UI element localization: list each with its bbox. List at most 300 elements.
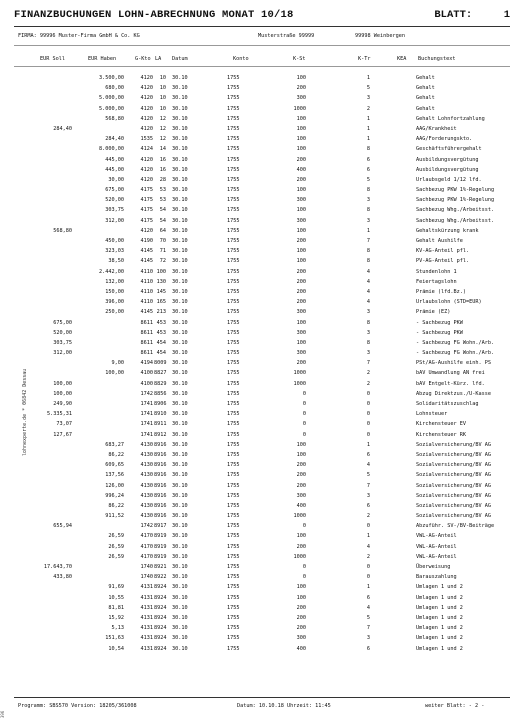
cell-ktr: 7 (366, 482, 370, 489)
cell-gkto: 4120 (140, 85, 153, 92)
table-row (0, 197, 525, 207)
cell-kst: 200 (296, 299, 306, 306)
cell-kst: 300 (296, 197, 306, 204)
cell-gkto: 4120 (140, 227, 153, 234)
cell-la: 8924 (154, 635, 167, 642)
cell-text: Sozialversicherung/BV AG (416, 441, 491, 448)
cell-kst: 0 (302, 564, 306, 570)
cell-text: Gehalt (416, 95, 435, 102)
cell-soll: 100,00 (53, 380, 72, 387)
table-row (0, 340, 525, 350)
table-row (0, 309, 525, 319)
cell-datum: 30.10 (172, 390, 188, 397)
cell-kst: 200 (296, 482, 306, 489)
cell-gkto: 8611 (140, 339, 153, 346)
cell-gkto: 4130 (140, 513, 153, 520)
cell-gkto: 4145 (140, 309, 153, 316)
table-row (0, 238, 525, 248)
column-header-row (0, 56, 525, 64)
cell-haben: 151,63 (105, 635, 124, 642)
cell-text: - Sachbezug PKW (416, 329, 463, 336)
cell-konto: 1755 (227, 248, 240, 255)
cell-gkto: 4120 (140, 166, 153, 173)
cell-la: 8919 (154, 543, 167, 550)
cell-la: 8917 (154, 523, 167, 530)
cell-datum: 30.10 (172, 502, 188, 509)
cell-datum: 30.10 (172, 309, 188, 316)
cell-la: 10 (159, 95, 166, 102)
cell-kst: 200 (296, 625, 306, 632)
cell-kst: 200 (296, 85, 306, 92)
table-row (0, 452, 525, 462)
cell-ktr: 6 (366, 166, 370, 173)
cell-ktr: 2 (366, 370, 370, 377)
cell-text: Gehaltskürzung krank (416, 227, 479, 234)
cell-ktr: 1 (366, 115, 370, 122)
cell-la: 10 (159, 75, 166, 81)
cell-la: 12 (159, 125, 166, 132)
cell-gkto: 4131 (140, 604, 153, 611)
cell-text: Kirchensteuer EV (416, 421, 466, 428)
cell-konto: 1755 (227, 288, 240, 295)
table-row (0, 299, 525, 309)
cell-text: bAV Umwandlung AN frei (416, 370, 485, 377)
report-footer (0, 703, 525, 712)
cell-datum: 30.10 (172, 105, 188, 112)
table-row (0, 85, 525, 95)
cell-kst: 100 (296, 248, 306, 255)
cell-text: Gehalt (416, 75, 435, 81)
cell-la: 8916 (154, 441, 167, 448)
cell-text: Gehalt (416, 105, 435, 112)
cell-gkto: 4130 (140, 502, 153, 509)
table-row (0, 167, 525, 177)
cell-haben: 996,24 (105, 492, 124, 499)
cell-gkto: 4170 (140, 533, 153, 540)
cell-datum: 30.10 (172, 492, 188, 499)
cell-soll: 312,00 (53, 350, 72, 357)
cell-konto: 1755 (227, 584, 240, 591)
cell-datum: 30.10 (172, 543, 188, 550)
cell-haben: 15,92 (108, 614, 124, 621)
cell-haben: 3.500,00 (99, 75, 124, 81)
table-row (0, 75, 525, 85)
cell-haben: 396,00 (105, 299, 124, 306)
col-gkto: G-Kto (135, 56, 151, 62)
cell-konto: 1755 (227, 217, 240, 224)
cell-ktr: 3 (366, 635, 370, 642)
cell-datum: 30.10 (172, 319, 188, 326)
cell-konto: 1755 (227, 390, 240, 397)
cell-la: 8922 (154, 574, 167, 581)
table-row (0, 635, 525, 645)
cell-la: 8924 (154, 645, 167, 652)
cell-kst: 100 (296, 207, 306, 214)
cell-konto: 1755 (227, 411, 240, 418)
cell-ktr: 8 (366, 187, 370, 194)
cell-datum: 30.10 (172, 523, 188, 530)
cell-la: 100 (156, 268, 166, 275)
cell-ktr: 1 (366, 136, 370, 143)
cell-text: Lohnsteuer (416, 411, 448, 418)
cell-text: Geschäftsführergehalt (416, 146, 482, 153)
cell-ktr: 1 (366, 584, 370, 591)
cell-la: 72 (159, 258, 166, 265)
cell-ktr: 3 (366, 492, 370, 499)
cell-kst: 300 (296, 329, 306, 336)
cell-datum: 30.10 (172, 176, 188, 183)
cell-la: 8916 (154, 451, 167, 458)
cell-la: 8919 (154, 553, 167, 560)
cell-text: Sozialversicherung/BV AG (416, 502, 491, 509)
cell-text: Sozialversicherung/BV AG (416, 451, 491, 458)
table-row (0, 442, 525, 452)
table-row (0, 564, 525, 574)
cell-datum: 30.10 (172, 85, 188, 92)
cell-kst: 100 (296, 594, 306, 601)
cell-gkto: 8611 (140, 319, 153, 326)
table-row (0, 646, 525, 656)
cell-konto: 1755 (227, 614, 240, 621)
cell-text: Sachbezug PKW 1%-Regelung (416, 187, 495, 194)
firm-name: FIRMA: 99996 Muster-Firma GmbH & Co. KG (18, 33, 140, 39)
table-row (0, 513, 525, 523)
cell-kst: 0 (302, 401, 306, 407)
cell-kst: 200 (296, 614, 306, 621)
cell-haben: 683,27 (105, 441, 124, 448)
cell-datum: 30.10 (172, 604, 188, 611)
table-row (0, 116, 525, 126)
cell-kst: 300 (296, 309, 306, 316)
table-row (0, 411, 525, 421)
cell-la: 213 (156, 309, 166, 316)
cell-haben: 26,59 (108, 543, 124, 550)
cell-soll: 127,67 (53, 431, 72, 438)
cell-kst: 200 (296, 176, 306, 183)
cell-text: Urlaubsgeld 1/12 lfd. (416, 176, 482, 183)
cell-datum: 30.10 (172, 421, 188, 428)
cell-ktr: 3 (366, 217, 370, 224)
footer-date: Datum: 10.10.18 Uhrzeit: 11:45 (237, 703, 331, 709)
cell-la: 8924 (154, 584, 167, 591)
cell-la: 53 (159, 187, 166, 194)
cell-datum: 30.10 (172, 482, 188, 489)
cell-haben: 150,00 (105, 288, 124, 295)
cell-kst: 200 (296, 278, 306, 285)
cell-la: 8912 (154, 431, 167, 438)
table-row (0, 126, 525, 136)
cell-konto: 1755 (227, 502, 240, 509)
cell-haben: 30,00 (108, 176, 124, 183)
cell-kst: 100 (296, 227, 306, 234)
cell-kst: 200 (296, 238, 306, 244)
cell-konto: 1755 (227, 421, 240, 428)
cell-soll: 433,80 (53, 574, 72, 581)
col-text: Buchungstext (418, 56, 456, 62)
cell-datum: 30.10 (172, 166, 188, 173)
table-row (0, 595, 525, 605)
cell-konto: 1755 (227, 95, 240, 102)
cell-datum: 30.10 (172, 339, 188, 346)
cell-kst: 200 (296, 543, 306, 550)
cell-haben: 100,00 (105, 370, 124, 377)
cell-text: - Sachbezug PKW (416, 319, 463, 326)
cell-la: 8921 (154, 564, 167, 570)
cell-haben: 5,13 (111, 625, 124, 632)
cell-soll: 5.335,31 (47, 411, 72, 418)
cell-gkto: 4120 (140, 176, 153, 183)
cell-text: Sachbezug Whg./Arbeitsst. (416, 217, 495, 224)
cell-datum: 30.10 (172, 462, 188, 469)
cell-datum: 30.10 (172, 217, 188, 224)
cell-ktr: 3 (366, 197, 370, 204)
cell-la: 130 (156, 278, 166, 285)
cell-datum: 30.10 (172, 238, 188, 244)
cell-text: Gehalt Aushilfe (416, 238, 463, 244)
cell-haben: 26,59 (108, 533, 124, 540)
cell-la: 8916 (154, 482, 167, 489)
cell-datum: 30.10 (172, 584, 188, 591)
table-row (0, 554, 525, 564)
cell-datum: 30.10 (172, 645, 188, 652)
cell-la: 8906 (154, 401, 167, 407)
cell-gkto: 4175 (140, 187, 153, 194)
cell-text: VWL-AG-Anteil (416, 543, 457, 550)
cell-gkto: 1741 (140, 411, 153, 418)
footer-divider (14, 697, 510, 698)
cell-haben: 8.000,00 (99, 146, 124, 153)
cell-text: Sozialversicherung/BV AG (416, 492, 491, 499)
cell-kst: 0 (302, 523, 306, 530)
cell-ktr: 4 (366, 299, 370, 306)
cell-kst: 300 (296, 492, 306, 499)
cell-ktr: 0 (366, 390, 370, 397)
cell-haben: 26,59 (108, 553, 124, 560)
cell-konto: 1755 (227, 299, 240, 306)
cell-kst: 400 (296, 166, 306, 173)
cell-ktr: 8 (366, 319, 370, 326)
cell-haben: 2.442,00 (99, 268, 124, 275)
cell-la: 70 (159, 238, 166, 244)
cell-kst: 1000 (293, 370, 306, 377)
table-row (0, 187, 525, 197)
cell-la: 145 (156, 288, 166, 295)
cell-datum: 30.10 (172, 350, 188, 357)
cell-kst: 100 (296, 339, 306, 346)
cell-la: 53 (159, 197, 166, 204)
cell-gkto: 4124 (140, 146, 153, 153)
cell-ktr: 0 (366, 523, 370, 530)
cell-konto: 1755 (227, 309, 240, 316)
cell-gkto: 1741 (140, 431, 153, 438)
cell-konto: 1755 (227, 329, 240, 336)
cell-datum: 30.10 (172, 574, 188, 581)
cell-datum: 30.10 (172, 553, 188, 560)
col-ktr: K-Tr (358, 56, 371, 62)
cell-datum: 30.10 (172, 258, 188, 265)
cell-kst: 300 (296, 217, 306, 224)
cell-haben: 9,00 (111, 360, 124, 367)
cell-text: Abzuführ. SV-/BV-Beiträge (416, 523, 495, 530)
cell-konto: 1755 (227, 105, 240, 112)
cell-datum: 30.10 (172, 299, 188, 306)
cell-gkto: 4145 (140, 248, 153, 255)
cell-ktr: 1 (366, 75, 370, 81)
cell-datum: 30.10 (172, 380, 188, 387)
cell-ktr: 6 (366, 451, 370, 458)
cell-haben: 568,80 (105, 115, 124, 122)
cell-haben: 450,00 (105, 238, 124, 244)
cell-la: 16 (159, 156, 166, 163)
cell-datum: 30.10 (172, 268, 188, 275)
cell-konto: 1755 (227, 370, 240, 377)
cell-text: - Sachbezug FG Wohn./Arb. (416, 339, 495, 346)
sheet-number: 1 (503, 9, 510, 21)
cell-soll: 655,94 (53, 523, 72, 530)
cell-kst: 100 (296, 319, 306, 326)
cell-gkto: 4130 (140, 451, 153, 458)
col-la: LA (155, 56, 162, 62)
title-divider (14, 26, 510, 27)
cell-text: Umlagen 1 und 2 (416, 584, 463, 591)
table-row (0, 330, 525, 340)
cell-konto: 1755 (227, 156, 240, 163)
cell-ktr: 5 (366, 614, 370, 621)
table-row (0, 95, 525, 105)
cell-haben: 10,54 (108, 645, 124, 652)
cell-gkto: 4120 (140, 95, 153, 102)
cell-konto: 1755 (227, 350, 240, 357)
cell-la: 10 (159, 85, 166, 92)
table-row (0, 279, 525, 289)
cell-datum: 30.10 (172, 156, 188, 163)
cell-datum: 30.10 (172, 136, 188, 143)
cell-konto: 1755 (227, 207, 240, 214)
cell-la: 54 (159, 217, 166, 224)
cell-kst: 0 (302, 574, 306, 581)
cell-haben: 81,81 (108, 604, 124, 611)
cell-text: VWL-AG-Anteil (416, 533, 457, 540)
cell-ktr: 2 (366, 380, 370, 387)
cell-ktr: 4 (366, 288, 370, 295)
cell-gkto: 1742 (140, 523, 153, 530)
cell-datum: 30.10 (172, 360, 188, 367)
cell-datum: 30.10 (172, 125, 188, 132)
cell-kst: 200 (296, 156, 306, 163)
cell-text: PSt/AG-Aushilfe einh. PS (416, 360, 491, 367)
cell-datum: 30.10 (172, 431, 188, 438)
footer-program: Programm: SBS570 Version: 18205/361008 (18, 703, 137, 709)
cell-la: 453 (156, 319, 166, 326)
cell-haben: 303,75 (105, 207, 124, 214)
cell-gkto: 4131 (140, 635, 153, 642)
cell-datum: 30.10 (172, 207, 188, 214)
cell-text: AAG/Krankheit (416, 125, 457, 132)
cell-text: Umlagen 1 und 2 (416, 614, 463, 621)
col-datum: Datum (172, 56, 188, 62)
cell-konto: 1755 (227, 360, 240, 367)
side-imprint: lohnexperte.de * 06842 Dessau (22, 368, 28, 456)
table-row (0, 136, 525, 146)
cell-text: Kirchensteuer RK (416, 431, 466, 438)
cell-la: 8916 (154, 492, 167, 499)
cell-datum: 30.10 (172, 451, 188, 458)
cell-text: Umlagen 1 und 2 (416, 625, 463, 632)
cell-datum: 30.10 (172, 197, 188, 204)
cell-konto: 1755 (227, 258, 240, 265)
cell-konto: 1755 (227, 553, 240, 560)
cell-datum: 30.10 (172, 75, 188, 81)
table-row (0, 360, 525, 370)
cell-ktr: 4 (366, 462, 370, 469)
cell-datum: 30.10 (172, 635, 188, 642)
cell-datum: 30.10 (172, 370, 188, 377)
cell-haben: 680,00 (105, 85, 124, 92)
cell-gkto: 1741 (140, 421, 153, 428)
table-row (0, 381, 525, 391)
table-row (0, 207, 525, 217)
cell-konto: 1755 (227, 513, 240, 520)
cell-text: Sozialversicherung/BV AG (416, 482, 491, 489)
cell-gkto: 8611 (140, 329, 153, 336)
table-row (0, 544, 525, 554)
cell-haben: 445,00 (105, 156, 124, 163)
cell-ktr: 6 (366, 156, 370, 163)
cell-soll: 520,00 (53, 329, 72, 336)
cell-konto: 1755 (227, 594, 240, 601)
cell-konto: 1755 (227, 166, 240, 173)
cell-haben: 5.000,00 (99, 95, 124, 102)
cell-kst: 300 (296, 350, 306, 357)
cell-datum: 30.10 (172, 533, 188, 540)
cell-datum: 30.10 (172, 227, 188, 234)
cell-text: Urlaubslohn (STD=EUR) (416, 299, 482, 306)
cell-gkto: 4130 (140, 492, 153, 499)
cell-konto: 1755 (227, 625, 240, 632)
cell-soll: 73,07 (56, 421, 72, 428)
table-row (0, 503, 525, 513)
cell-ktr: 7 (366, 625, 370, 632)
table-row (0, 391, 525, 401)
cell-haben: 38,50 (108, 258, 124, 265)
cell-gkto: 4100 (140, 370, 153, 377)
cell-datum: 30.10 (172, 564, 188, 570)
cell-konto: 1755 (227, 380, 240, 387)
cell-la: 28 (159, 176, 166, 183)
cell-gkto: 1535 (140, 136, 153, 143)
cell-kst: 200 (296, 462, 306, 469)
table-row (0, 584, 525, 594)
cell-gkto: 4131 (140, 625, 153, 632)
cell-gkto: 4131 (140, 645, 153, 652)
cell-text: Prämie (lfd.Bz.) (416, 288, 466, 295)
cell-haben: 132,00 (105, 278, 124, 285)
table-row (0, 320, 525, 330)
cell-ktr: 4 (366, 268, 370, 275)
cell-text: Sachbezug PKW 1%-Regelung (416, 197, 495, 204)
cell-gkto: 4170 (140, 543, 153, 550)
cell-gkto: 4131 (140, 594, 153, 601)
firm-info (18, 33, 510, 42)
cell-konto: 1755 (227, 115, 240, 122)
cell-text: bAV Entgelt-Kürz. lfd. (416, 380, 485, 387)
cell-text: Abzug Direktzus./U-Kasse (416, 390, 491, 397)
cell-haben: 91,69 (108, 584, 124, 591)
firm-city: 99998 Weinbergen (355, 33, 405, 39)
cell-kst: 1000 (293, 105, 306, 112)
cell-kst: 100 (296, 258, 306, 265)
cell-kst: 100 (296, 136, 306, 143)
